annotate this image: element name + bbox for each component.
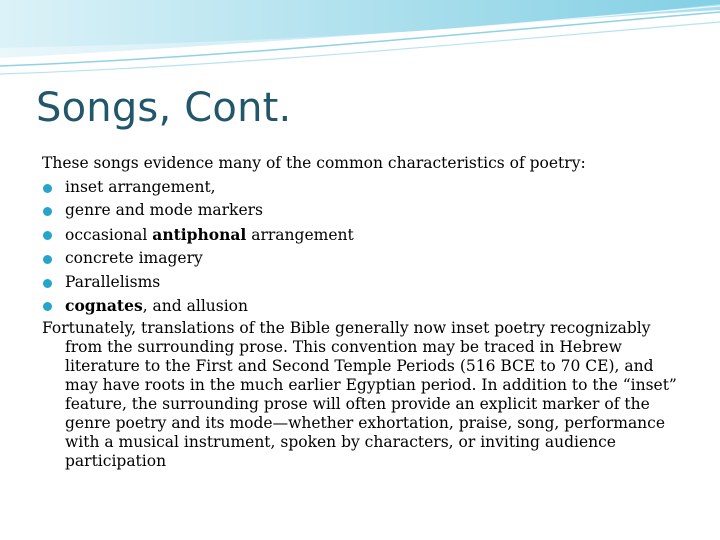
outro-paragraph: Fortunately, translations of the Bible generally now inset poetry recognizably from the surrounding prose. This convention may be traced in Hebrew literature to the First and Second Temple Periods (516 BCE to 70 CE), and may have roots in the much earlier Egyptian period. In addition to the “inset” feature, the surrounding prose will often provide an explicit marker of the genre poetry and its mode—whether exhortation, praise, song, performance with a musical instrument, spoken by characters, or inviting audience participation xyxy=(42,318,677,470)
bullet-text: arrangement xyxy=(246,225,354,244)
bullet-dot-icon xyxy=(43,302,52,311)
header-wave-decoration xyxy=(0,0,720,90)
bullet-dot-icon xyxy=(43,255,52,264)
bullet-list xyxy=(42,176,682,319)
bullet-item xyxy=(42,294,682,319)
bullet-item xyxy=(42,247,682,271)
bullet-item xyxy=(42,223,682,248)
intro-text: These songs evidence many of the common characteristics of poetry: xyxy=(42,154,586,172)
bullet-text: Parallelisms xyxy=(65,272,161,291)
bullet-text: inset arrangement, xyxy=(65,177,216,196)
bullet-dot-icon xyxy=(43,184,52,193)
bullet-text-bold: antiphonal xyxy=(152,224,247,244)
bullet-text: , and allusion xyxy=(142,297,248,315)
bullet-text: genre and mode markers xyxy=(65,201,263,219)
bullet-item xyxy=(42,199,682,223)
bullet-dot-icon xyxy=(43,231,52,240)
bullet-text: occasional xyxy=(65,225,153,244)
bullet-dot-icon xyxy=(43,279,52,288)
bullet-text: concrete imagery xyxy=(65,249,203,267)
bullet-text-bold: cognates xyxy=(65,296,143,315)
bullet-item xyxy=(42,271,682,295)
wave-band-mid xyxy=(0,0,720,48)
bullet-dot-icon xyxy=(43,207,52,216)
slide-body xyxy=(42,152,682,471)
slide-title: Songs, Cont. xyxy=(36,85,292,131)
bullet-item xyxy=(42,176,682,200)
